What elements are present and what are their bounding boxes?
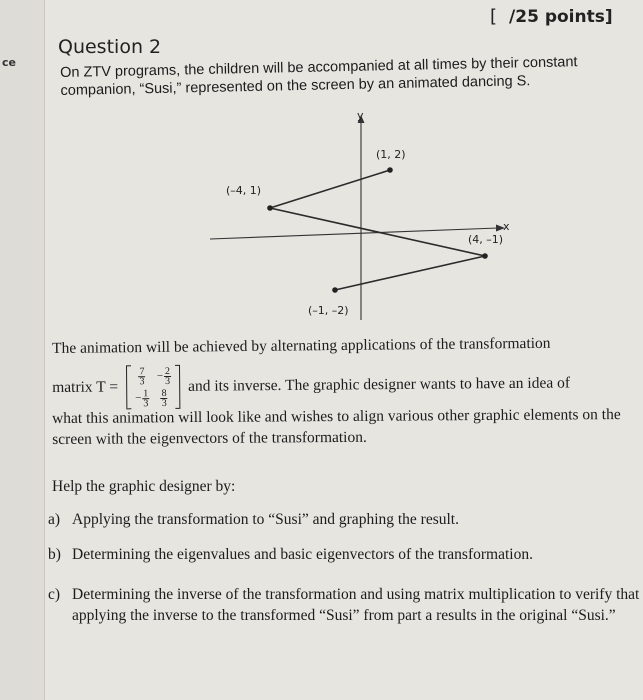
points-bracket: [ — [490, 6, 498, 27]
points-score: /25 points] — [509, 6, 613, 27]
point-neg1-neg2 — [332, 287, 338, 293]
point-1-2 — [387, 167, 393, 173]
x-axis-label: x — [503, 220, 510, 233]
matrix-label: matrix T = — [52, 378, 119, 396]
list-text: Determining the eigenvalues and basic eigenvectors of the transformation. — [72, 546, 533, 563]
list-text: Applying the transformation to “Susi” and graphing the result. — [72, 511, 459, 528]
label-4-neg1: (4, –1) — [468, 233, 504, 246]
matrix-a22: $\frac{8}{3}$ — [161, 387, 167, 409]
left-page-strip — [0, 0, 45, 700]
point-neg4-1 — [267, 205, 273, 211]
edge-text: ce — [2, 56, 16, 69]
matrix-a11: $\frac{7}{3}$ — [139, 365, 145, 387]
x-axis — [210, 228, 498, 239]
list-marker: a) — [48, 511, 61, 528]
label-neg1-neg2: (–1, –2) — [308, 304, 349, 317]
matrix-line-text: and its inverse. The graphic designer wants to have an idea of — [187, 374, 571, 395]
susi-figure — [200, 108, 530, 328]
label-1-2: (1, 2) — [376, 148, 406, 161]
points-indicator — [490, 6, 613, 27]
list-marker: c) — [48, 586, 61, 603]
y-axis-label: y — [357, 109, 364, 122]
list-item-b — [48, 544, 640, 565]
list-marker: b) — [48, 546, 61, 563]
paragraph-1: The animation will be achieved by alternating applications of the transformation — [52, 334, 551, 357]
label-neg4-1: (–4, 1) — [226, 184, 262, 197]
question-title: Question 2 — [58, 36, 162, 58]
list-text: Determining the inverse of the transformation and using matrix multiplication to verify that applying the inverse to the transformed “Susi” from part a results in the original “Susi.” — [72, 586, 640, 624]
list-item-c — [48, 584, 640, 626]
point-4-neg1 — [482, 253, 488, 259]
matrix-a12: − $\frac{2}{3}$ — [156, 365, 171, 387]
transformation-matrix — [126, 365, 180, 409]
paragraph-2: what this animation will look like and wishes to align various other graphic elements on the screen with the eigenvectors of the transformation. — [52, 406, 621, 448]
paragraph-3: Help the graphic designer by: — [52, 478, 236, 495]
question-intro: On ZTV programs, the children will be accompanied at all times by their constant companion, “Susi,” represented on the screen by an animated dancing S. — [60, 54, 578, 99]
matrix-a21: − $\frac{1}{3}$ — [134, 387, 149, 409]
list-item-a — [48, 509, 640, 530]
matrix-line — [52, 361, 642, 410]
